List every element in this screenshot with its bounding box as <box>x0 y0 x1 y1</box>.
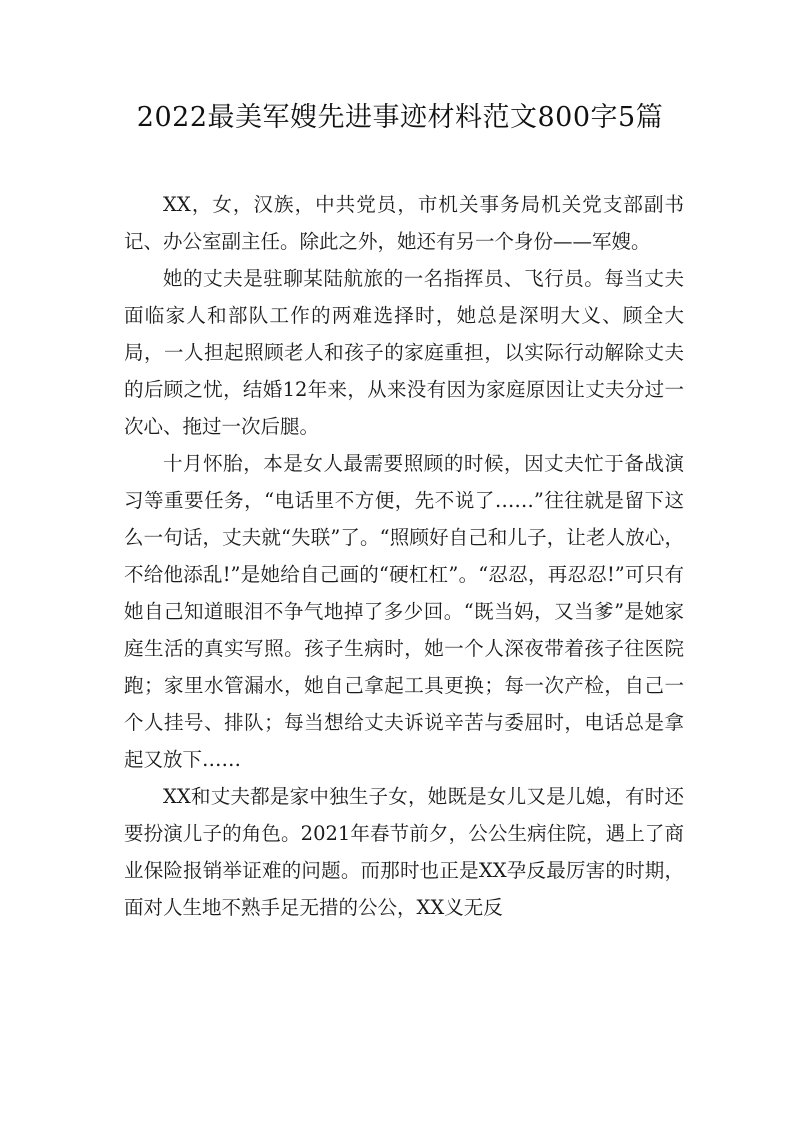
document-body <box>124 186 684 926</box>
paragraph-3: 十月怀胎，本是女人最需要照顾的时候，因丈夫忙于备战演习等重要任务，“电话里不方便，先不说了……”往往就是留下这么一句话，丈夫就“失联”了。“照顾好自己和儿子，让老人放心，不给他添乱!”是她给自己画的“硬杠杠”。“忍忍，再忍忍!”可只有她自己知道眼泪不争气地掉了多少回。“既当妈，又当爹”是她家庭生活的真实写照。孩子生病时，她一个人深夜带着孩子往医院跑；家里水管漏水，她自己拿起工具更换；每一次产检，自己一个人挂号、排队；每当想给丈夫诉说辛苦与委屈时，电话总是拿起又放下…… <box>124 452 684 771</box>
paragraph-1: XX，女，汉族，中共党员，市机关事务局机关党支部副书记、办公室副主任。除此之外，她还有另一个身份——军嫂。 <box>124 193 684 253</box>
document-title: 2022最美军嫂先进事迹材料范文800字5篇 <box>136 102 664 133</box>
paragraph-4: XX和丈夫都是家中独生子女，她既是女儿又是儿媳，有时还要扮演儿子的角色。2021年春节前夕，公公生病住院，遇上了商业保险报销举证难的问题。而那时也正是XX孕反最厉害的时期，面对人生地不熟手足无措的公公，XX义无反 <box>124 785 684 919</box>
paragraph-2: 她的丈夫是驻聊某陆航旅的一名指挥员、飞行员。每当丈夫面临家人和部队工作的两难选择时，她总是深明大义、顾全大局，一人担起照顾老人和孩子的家庭重担，以实际行动解除丈夫的后顾之忧，结婚12年来，从来没有因为家庭原因让丈夫分过一次心、拖过一次后腿。 <box>124 267 684 438</box>
